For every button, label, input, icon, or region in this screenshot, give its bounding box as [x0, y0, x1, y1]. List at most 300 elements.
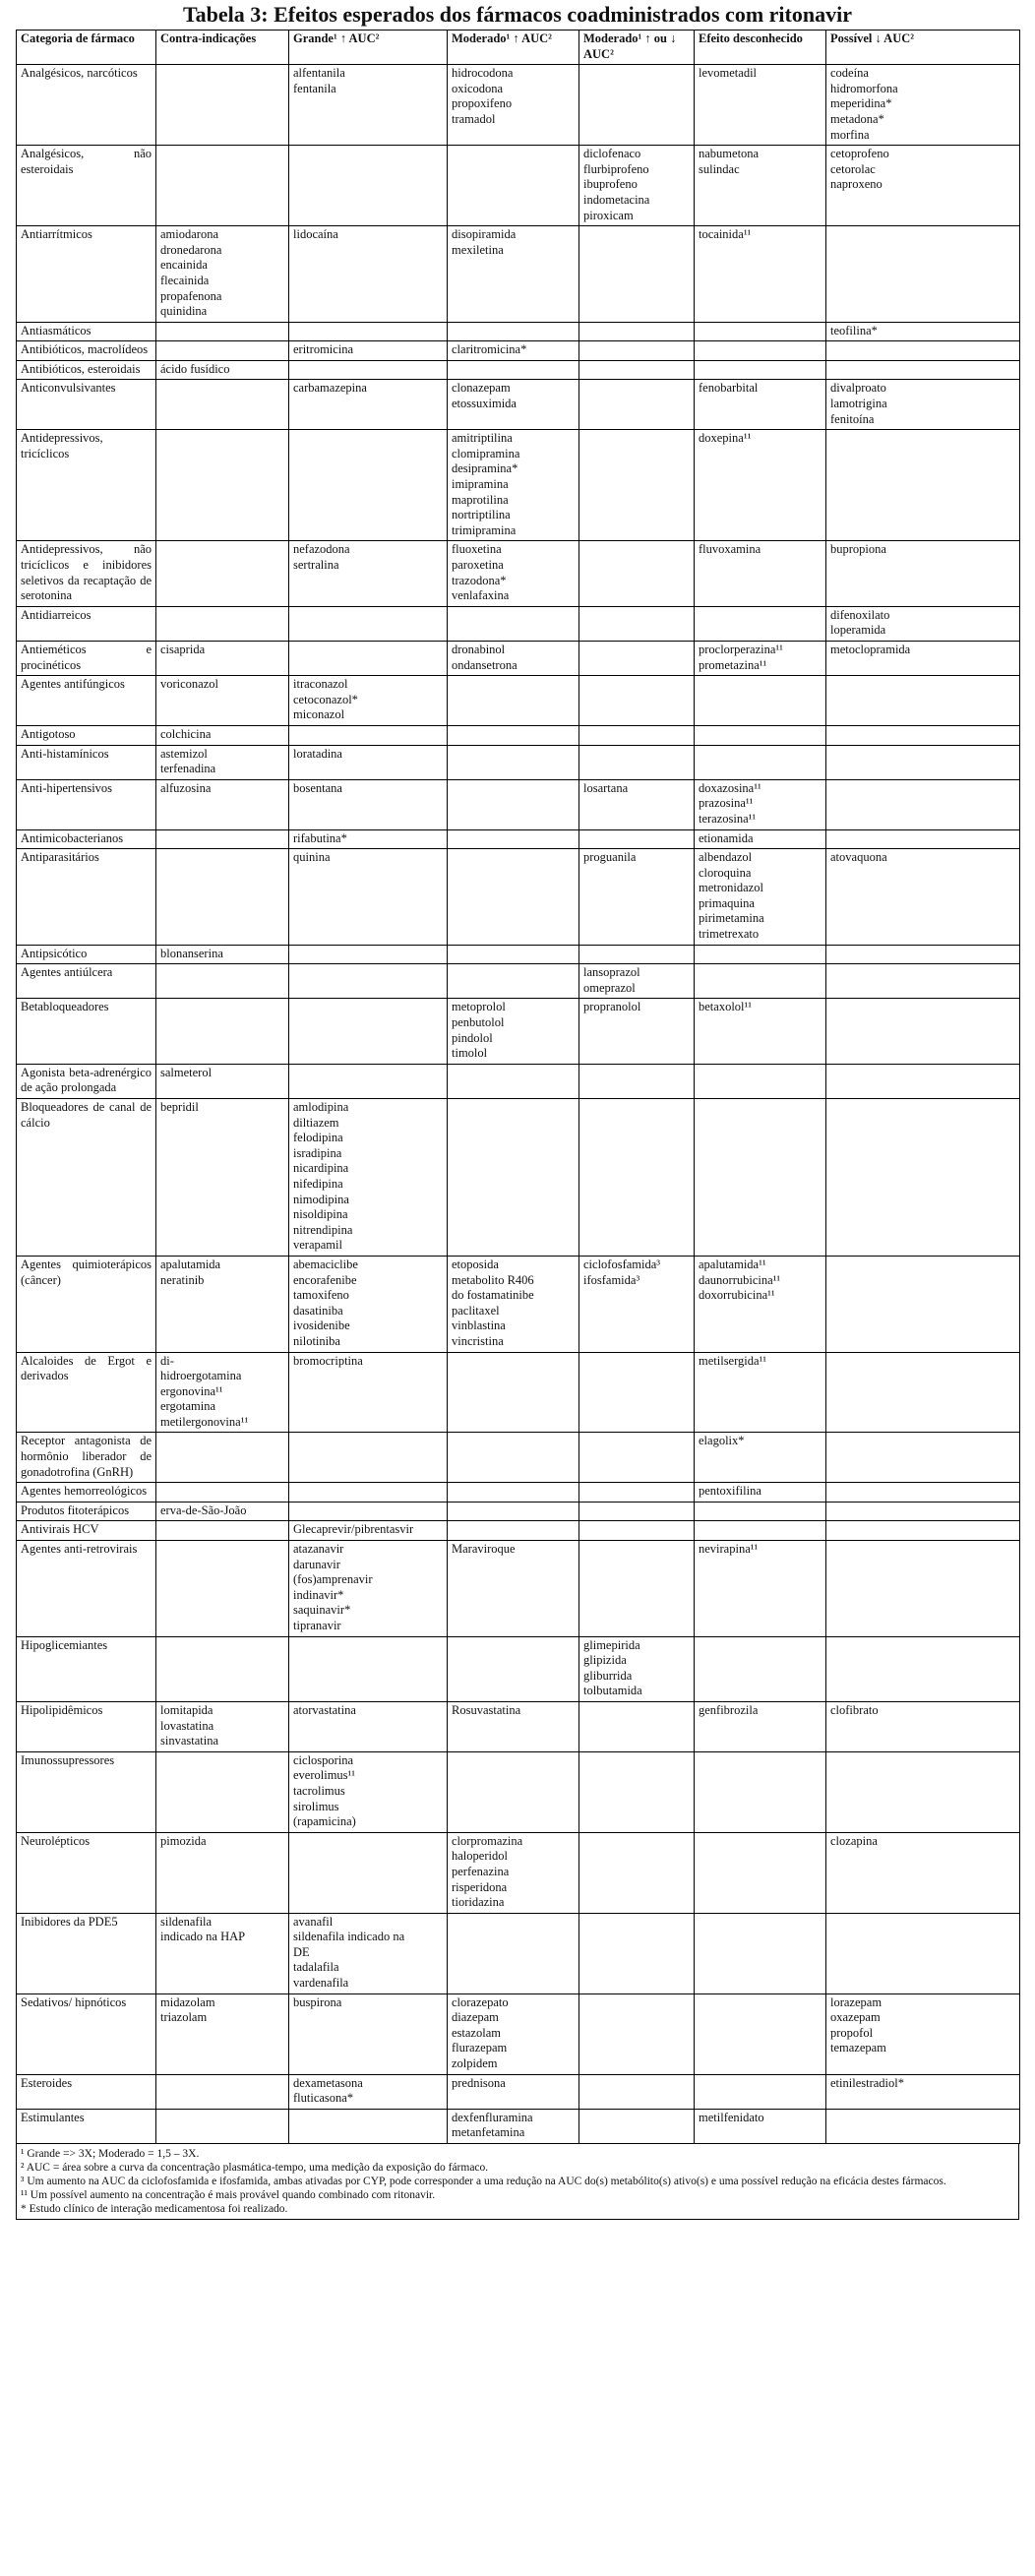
drug-category-cell: Anticonvulsivantes	[17, 380, 156, 430]
drug-category-cell: Anti-hipertensivos	[17, 779, 156, 829]
drug-category-cell: Agentes quimioterápicos (câncer)	[17, 1256, 156, 1352]
footnote-line: ¹¹ Um possível aumento na concentração é mais provável quando combinado com ritonavir.	[21, 2189, 436, 2201]
table-row	[17, 779, 1020, 829]
drug-name: carbamazepina	[293, 381, 367, 396]
header-contraindications: Contra-indicações	[156, 31, 289, 65]
moderate-increase-cell	[448, 999, 579, 1064]
drug-name: amitriptilina	[452, 431, 513, 446]
large-increase-cell	[289, 2109, 448, 2143]
large-increase-cell	[289, 641, 448, 675]
drug-name: tadalafila	[293, 1960, 339, 1975]
drug-category-cell: Antivirais HCV	[17, 1521, 156, 1541]
possible-decrease-cell	[826, 2109, 1020, 2143]
drug-category-cell: Betabloqueadores	[17, 999, 156, 1064]
drug-name: triazolam	[160, 2010, 208, 2025]
drug-name: claritromicina*	[452, 342, 527, 357]
unknown-effect-cell	[695, 779, 826, 829]
table-row	[17, 725, 1020, 745]
drug-name: pimozida	[160, 1833, 207, 1848]
contraindications-cell	[156, 1433, 289, 1483]
table-row	[17, 964, 1020, 999]
moderate-increase-cell	[448, 1064, 579, 1098]
table-row	[17, 541, 1020, 606]
drug-name: temazepam	[830, 2041, 886, 2055]
drug-category-cell: Antibióticos, esteroidais	[17, 360, 156, 380]
drug-name: nefazodona	[293, 542, 350, 557]
drug-name: tioridazina	[452, 1895, 505, 1910]
possible-decrease-cell	[826, 541, 1020, 606]
drug-name: trazodona*	[452, 573, 507, 587]
header-possible-decrease: Possível ↓ AUC²	[826, 31, 1020, 65]
drug-name: terazosina¹¹	[699, 811, 757, 826]
contraindications-cell	[156, 1502, 289, 1521]
contraindications-cell	[156, 1352, 289, 1433]
moderate-increase-cell	[448, 2109, 579, 2143]
table-row	[17, 945, 1020, 964]
possible-decrease-cell	[826, 65, 1020, 146]
drug-name: tolbutamida	[583, 1684, 642, 1698]
drug-name: bosentana	[293, 780, 342, 795]
unknown-effect-cell	[695, 2074, 826, 2109]
possible-decrease-cell	[826, 1483, 1020, 1503]
contraindications-cell	[156, 1913, 289, 1993]
possible-decrease-cell	[826, 964, 1020, 999]
drug-name: eritromicina	[293, 342, 354, 357]
drug-name: paroxetina	[452, 558, 504, 572]
drug-name: fenobarbital	[699, 381, 759, 396]
drug-name: indinavir*	[293, 1587, 344, 1602]
possible-decrease-cell	[826, 1433, 1020, 1483]
moderate-increase-cell	[448, 541, 579, 606]
drug-name: clomipramina	[452, 446, 520, 460]
unknown-effect-cell	[695, 829, 826, 849]
possible-decrease-cell	[826, 146, 1020, 226]
drug-name: tamoxifeno	[293, 1288, 349, 1303]
moderate-change-cell	[579, 745, 695, 779]
drug-name: pentoxifilina	[699, 1484, 761, 1499]
possible-decrease-cell	[826, 322, 1020, 341]
moderate-increase-cell	[448, 1636, 579, 1701]
large-increase-cell	[289, 322, 448, 341]
table-row	[17, 1502, 1020, 1521]
table-row	[17, 1433, 1020, 1483]
drug-category-cell: Agentes antiúlcera	[17, 964, 156, 999]
large-increase-cell	[289, 146, 448, 226]
drug-name: meperidina*	[830, 96, 892, 111]
unknown-effect-cell	[695, 1064, 826, 1098]
possible-decrease-cell	[826, 1701, 1020, 1751]
drug-name: estazolam	[452, 2025, 501, 2040]
table-row	[17, 322, 1020, 341]
drug-name: sinvastatina	[160, 1734, 219, 1748]
drug-name: daunorrubicina¹¹	[699, 1272, 781, 1287]
drug-name: metilsergida¹¹	[699, 1353, 767, 1368]
unknown-effect-cell	[695, 2109, 826, 2143]
large-increase-cell	[289, 341, 448, 361]
moderate-increase-cell	[448, 1256, 579, 1352]
possible-decrease-cell	[826, 1352, 1020, 1433]
drug-category-cell: Agentes hemorreológicos	[17, 1483, 156, 1503]
drug-name: metilfenidato	[699, 2110, 764, 2124]
contraindications-cell	[156, 1256, 289, 1352]
drug-name: clofibrato	[830, 1702, 879, 1717]
table-row	[17, 1913, 1020, 1993]
unknown-effect-cell	[695, 541, 826, 606]
unknown-effect-cell	[695, 65, 826, 146]
large-increase-cell	[289, 1433, 448, 1483]
drug-name: doxepina¹¹	[699, 431, 752, 446]
large-increase-cell	[289, 964, 448, 999]
moderate-change-cell	[579, 341, 695, 361]
drug-name: cetoprofeno	[830, 147, 889, 161]
drug-name: glipizida	[583, 1653, 627, 1668]
unknown-effect-cell	[695, 380, 826, 430]
large-increase-cell	[289, 999, 448, 1064]
moderate-change-cell	[579, 1433, 695, 1483]
drug-name: tocainida¹¹	[699, 227, 752, 242]
moderate-increase-cell	[448, 1541, 579, 1637]
contraindications-cell	[156, 779, 289, 829]
moderate-change-cell	[579, 999, 695, 1064]
drug-name: alfentanila	[293, 66, 345, 81]
table-row	[17, 1064, 1020, 1098]
unknown-effect-cell	[695, 849, 826, 946]
possible-decrease-cell	[826, 1502, 1020, 1521]
drug-name: nortriptilina	[452, 508, 511, 522]
unknown-effect-cell	[695, 1541, 826, 1637]
table-row	[17, 1701, 1020, 1751]
table-row	[17, 226, 1020, 323]
moderate-increase-cell	[448, 322, 579, 341]
large-increase-cell	[289, 1064, 448, 1098]
drug-name: desipramina*	[452, 461, 518, 476]
drug-name: doxorrubicina¹¹	[699, 1288, 775, 1303]
drug-name: etossuximida	[452, 397, 517, 411]
footnote-line: ¹ Grande => 3X; Moderado = 1,5 – 3X.	[21, 2148, 200, 2160]
drug-name: propranolol	[583, 1000, 641, 1014]
table-row	[17, 1832, 1020, 1913]
drug-name: clorpromazina	[452, 1833, 523, 1848]
possible-decrease-cell	[826, 829, 1020, 849]
drug-name: piroxicam	[583, 208, 634, 222]
drug-name: propafenona	[160, 288, 222, 303]
drug-name: lorazepam	[830, 1994, 883, 2009]
table-row	[17, 65, 1020, 146]
large-increase-cell	[289, 380, 448, 430]
drug-name: clorazepato	[452, 1994, 509, 2009]
contraindications-cell	[156, 2074, 289, 2109]
drug-name: sirolimus	[293, 1799, 339, 1813]
drug-name: fluvoxamina	[699, 542, 761, 557]
drug-name: ciclofosfamida³	[583, 1257, 661, 1271]
possible-decrease-cell	[826, 1636, 1020, 1701]
moderate-change-cell	[579, 1993, 695, 2074]
drug-name: genfibrozila	[699, 1702, 759, 1717]
moderate-change-cell	[579, 380, 695, 430]
drug-category-cell: Sedativos/ hipnóticos	[17, 1993, 156, 2074]
moderate-increase-cell	[448, 1832, 579, 1913]
drug-name: amiodarona	[160, 227, 219, 242]
large-increase-cell	[289, 849, 448, 946]
large-increase-cell	[289, 1502, 448, 1521]
moderate-change-cell	[579, 1099, 695, 1257]
moderate-increase-cell	[448, 725, 579, 745]
drug-category-cell: Agentes antifúngicos	[17, 676, 156, 726]
drug-name: bromocriptina	[293, 1353, 363, 1368]
drug-name: diazepam	[452, 2010, 499, 2025]
table-row	[17, 745, 1020, 779]
table-row	[17, 676, 1020, 726]
footnote-line: ² AUC = área sobre a curva da concentração plasmática-tempo, uma medição da exposição do fármaco.	[21, 2162, 489, 2174]
moderate-increase-cell	[448, 1521, 579, 1541]
large-increase-cell	[289, 1701, 448, 1751]
drug-name: diclofenaco	[583, 147, 641, 161]
unknown-effect-cell	[695, 430, 826, 541]
possible-decrease-cell	[826, 341, 1020, 361]
drug-name: miconazol	[293, 707, 345, 722]
drug-name: dasatiniba	[293, 1303, 343, 1318]
drug-name: vardenafila	[293, 1976, 349, 1991]
header-row	[17, 31, 1020, 65]
moderate-increase-cell	[448, 430, 579, 541]
contraindications-cell	[156, 360, 289, 380]
drug-name: lidocaína	[293, 227, 338, 242]
possible-decrease-cell	[826, 1064, 1020, 1098]
drug-name: ibuprofeno	[583, 177, 638, 192]
moderate-change-cell	[579, 430, 695, 541]
moderate-change-cell	[579, 541, 695, 606]
moderate-increase-cell	[448, 146, 579, 226]
drug-category-cell: Antidepressivos, tricíclicos	[17, 430, 156, 541]
table-row	[17, 1352, 1020, 1433]
drug-name: metilergonovina¹¹	[160, 1414, 249, 1429]
contraindications-cell	[156, 541, 289, 606]
unknown-effect-cell	[695, 1483, 826, 1503]
drug-name: DE	[293, 1944, 310, 1959]
contraindications-cell	[156, 1521, 289, 1541]
possible-decrease-cell	[826, 1751, 1020, 1832]
table-row	[17, 1099, 1020, 1257]
contraindications-cell	[156, 964, 289, 999]
drug-name: ifosfamida³	[583, 1272, 640, 1287]
contraindications-cell	[156, 1701, 289, 1751]
drug-name: dronedarona	[160, 242, 222, 257]
contraindications-cell	[156, 725, 289, 745]
contraindications-cell	[156, 1832, 289, 1913]
contraindications-cell	[156, 945, 289, 964]
unknown-effect-cell	[695, 964, 826, 999]
drug-name: morfina	[830, 127, 870, 142]
contraindications-cell	[156, 999, 289, 1064]
drug-name: metabolito R406	[452, 1272, 534, 1287]
drug-name: divalproato	[830, 381, 886, 396]
moderate-change-cell	[579, 945, 695, 964]
drug-name: nevirapina¹¹	[699, 1542, 759, 1557]
moderate-increase-cell	[448, 1433, 579, 1483]
drug-category-cell: Analgésicos, não esteroidais	[17, 146, 156, 226]
header-category: Categoria de fármaco	[17, 31, 156, 65]
drug-name: difenoxilato	[830, 607, 890, 622]
drug-category-cell: Antibióticos, macrolídeos	[17, 341, 156, 361]
unknown-effect-cell	[695, 1993, 826, 2074]
header-large-increase: Grande¹ ↑ AUC²	[289, 31, 448, 65]
drug-name: hidroergotamina	[160, 1369, 242, 1383]
drug-name: disopiramida	[452, 227, 517, 242]
drug-name: codeína	[830, 66, 869, 81]
drug-name: perfenazina	[452, 1864, 510, 1878]
drug-name: oxazepam	[830, 2010, 881, 2025]
drug-name: pirimetamina	[699, 911, 764, 926]
moderate-change-cell	[579, 360, 695, 380]
drug-name: tipranavir	[293, 1619, 341, 1632]
drug-name: everolimus¹¹	[293, 1768, 356, 1783]
unknown-effect-cell	[695, 945, 826, 964]
drug-name: trimetrexato	[699, 927, 760, 942]
moderate-change-cell	[579, 1751, 695, 1832]
unknown-effect-cell	[695, 606, 826, 641]
large-increase-cell	[289, 1099, 448, 1257]
moderate-increase-cell	[448, 1913, 579, 1993]
moderate-change-cell	[579, 829, 695, 849]
unknown-effect-cell	[695, 676, 826, 726]
header-unknown-effect: Efeito desconhecido	[695, 31, 826, 65]
possible-decrease-cell	[826, 779, 1020, 829]
moderate-increase-cell	[448, 779, 579, 829]
drug-name: encorafenibe	[293, 1272, 357, 1287]
drug-name: amlodipina	[293, 1100, 349, 1114]
possible-decrease-cell	[826, 360, 1020, 380]
drug-name: terfenadina	[160, 762, 216, 776]
drug-name: tramadol	[452, 111, 496, 126]
large-increase-cell	[289, 1483, 448, 1503]
drug-name: indometacina	[583, 192, 650, 207]
drug-name: fluoxetina	[452, 542, 502, 557]
drug-name: risperidona	[452, 1879, 508, 1894]
unknown-effect-cell	[695, 1256, 826, 1352]
drug-category-cell: Antipsicótico	[17, 945, 156, 964]
drug-name: astemizol	[160, 746, 208, 761]
table-row	[17, 1993, 1020, 2074]
moderate-change-cell	[579, 849, 695, 946]
drug-name: vincristina	[452, 1333, 504, 1348]
moderate-change-cell	[579, 1483, 695, 1503]
drug-name: etionamida	[699, 830, 754, 845]
drug-name: do fostamatinibe	[452, 1288, 534, 1303]
table-row	[17, 360, 1020, 380]
drug-category-cell: Anti-histamínicos	[17, 745, 156, 779]
large-increase-cell	[289, 1352, 448, 1433]
drug-name: fentanila	[293, 81, 336, 95]
drug-name: loperamida	[830, 623, 886, 638]
drug-name: buspirona	[293, 1994, 342, 2009]
drug-name: loratadina	[293, 746, 342, 761]
contraindications-cell	[156, 1636, 289, 1701]
possible-decrease-cell	[826, 1521, 1020, 1541]
moderate-increase-cell	[448, 1502, 579, 1521]
drug-category-cell: Hipoglicemiantes	[17, 1636, 156, 1701]
drug-name: primaquina	[699, 895, 755, 910]
contraindications-cell	[156, 745, 289, 779]
table-row	[17, 1521, 1020, 1541]
drug-name: hidromorfona	[830, 81, 898, 95]
contraindications-cell	[156, 1751, 289, 1832]
large-increase-cell	[289, 226, 448, 323]
drug-name: apalutamida¹¹	[699, 1257, 766, 1271]
drug-name: trimipramina	[452, 522, 517, 537]
drug-name: bepridil	[160, 1100, 199, 1114]
drug-name: verapamil	[293, 1238, 342, 1253]
large-increase-cell	[289, 1993, 448, 2074]
table-row	[17, 849, 1020, 946]
contraindications-cell	[156, 380, 289, 430]
drug-name: atorvastatina	[293, 1702, 356, 1717]
possible-decrease-cell	[826, 1541, 1020, 1637]
unknown-effect-cell	[695, 1502, 826, 1521]
drug-name: teofilina*	[830, 323, 878, 337]
contraindications-cell	[156, 829, 289, 849]
drug-name: naproxeno	[830, 177, 883, 192]
moderate-change-cell	[579, 641, 695, 675]
moderate-change-cell	[579, 606, 695, 641]
large-increase-cell	[289, 829, 448, 849]
moderate-change-cell	[579, 1541, 695, 1637]
drug-name: metanfetamina	[452, 2125, 525, 2140]
large-increase-cell	[289, 745, 448, 779]
drug-name: zolpidem	[452, 2056, 498, 2071]
large-increase-cell	[289, 945, 448, 964]
drug-name: (fos)amprenavir	[293, 1572, 373, 1587]
moderate-change-cell	[579, 1521, 695, 1541]
moderate-increase-cell	[448, 641, 579, 675]
drug-name: fluticasona*	[293, 2091, 354, 2106]
drug-name: diltiazem	[293, 1115, 339, 1130]
drug-name: ergotamina	[160, 1399, 215, 1414]
moderate-increase-cell	[448, 676, 579, 726]
unknown-effect-cell	[695, 641, 826, 675]
possible-decrease-cell	[826, 1913, 1020, 1993]
drug-name: albendazol	[699, 850, 753, 865]
unknown-effect-cell	[695, 360, 826, 380]
moderate-change-cell	[579, 779, 695, 829]
drug-name: atazanavir	[293, 1542, 344, 1557]
possible-decrease-cell	[826, 641, 1020, 675]
contraindications-cell	[156, 226, 289, 323]
drug-name: prazosina¹¹	[699, 796, 754, 811]
drug-name: nabumetona	[699, 147, 760, 161]
drug-name: blonanserina	[160, 946, 223, 960]
large-increase-cell	[289, 1521, 448, 1541]
moderate-change-cell	[579, 226, 695, 323]
drug-category-cell: Analgésicos, narcóticos	[17, 65, 156, 146]
drug-name: nicardipina	[293, 1161, 349, 1176]
unknown-effect-cell	[695, 322, 826, 341]
contraindications-cell	[156, 606, 289, 641]
moderate-change-cell	[579, 964, 695, 999]
moderate-increase-cell	[448, 360, 579, 380]
unknown-effect-cell	[695, 146, 826, 226]
drug-name: lamotrigina	[830, 397, 887, 411]
table-row	[17, 341, 1020, 361]
drug-name: apalutamida	[160, 1257, 221, 1271]
drug-name: proclorperazina¹¹	[699, 642, 783, 656]
unknown-effect-cell	[695, 341, 826, 361]
drug-name: metadona*	[830, 111, 884, 126]
drug-name: metronidazol	[699, 881, 763, 895]
drug-name: levometadil	[699, 66, 758, 81]
drug-name: propoxifeno	[452, 96, 513, 111]
drug-name: vinblastina	[452, 1319, 506, 1333]
possible-decrease-cell	[826, 1993, 1020, 2074]
